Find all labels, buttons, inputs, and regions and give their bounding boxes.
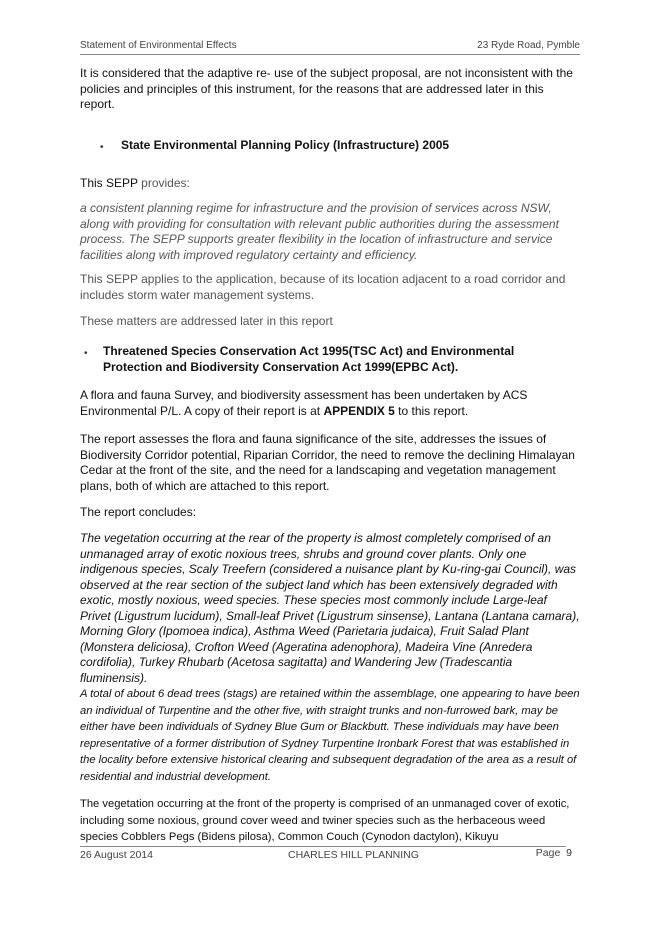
- sepp-provides-prefix: This SEPP: [80, 176, 138, 190]
- report-concludes-line: The report concludes:: [80, 505, 197, 519]
- flora-survey-paragraph: [80, 388, 580, 419]
- page-header: [80, 40, 580, 55]
- header-document-title: Statement of Environmental Effects: [80, 40, 237, 51]
- footer-page-number: 9: [566, 847, 572, 859]
- footer-page: [536, 847, 572, 859]
- heading-tsc-epbc: Threatened Species Conservation Act 1995(TSC Act) and Environmental Protection and Biodiversity Conservation Act 1999(EPBC Act).: [103, 344, 515, 374]
- sepp-applies-paragraph: This SEPP applies to the application, because of its location adjacent to a road corridor and includes storm water management systems.: [80, 272, 566, 302]
- matters-addressed-line: These matters are addressed later in this report: [80, 314, 333, 328]
- vegetation-front-paragraph: The vegetation occurring at the front of the property is comprised of an unmanaged cover of exotic, including some noxious, ground cover weed and twiner species such as the herbaceous weed species Cobblers Pegs (Bidens pilosa), Common Couch (Cynodon dactylon), Kikuyu: [80, 798, 570, 843]
- report-assesses-paragraph: The report assesses the flora and fauna significance of the site, addresses the issues of Biodiversity Corridor potential, Riparian Corridor, the need to remove the declining Himalayan Cedar at the front of the site, and the need for a landscaping and vegetation management plans, both of which are attached to this report.: [80, 432, 575, 493]
- bullet-icon: •: [84, 348, 88, 359]
- flora-text-part2: to this report.: [394, 403, 469, 418]
- bullet-icon: •: [100, 142, 104, 153]
- header-address: 23 Ryde Road, Pymble: [477, 40, 580, 51]
- flora-text-part1: A flora and fauna Survey, and biodiversity assessment has been undertaken by ACS Environmental P/L. A copy of their report is at: [80, 388, 528, 418]
- heading-sepp-infrastructure: State Environmental Planning Policy (Infrastructure) 2005: [121, 138, 450, 152]
- page-footer: [80, 846, 572, 863]
- sepp-quote: a consistent planning regime for infrastructure and the provision of services across NSW, along with providing for consultation with relevant public authorities during the assessment process. The SEPP supports greater flexibility in the location of infrastructure and service facilities along with improved regulatory certainty and efficiency.: [80, 201, 559, 262]
- footer-page-label: Page: [535, 847, 561, 859]
- footer-date: 26 August 2014: [80, 849, 153, 861]
- sepp-provides-line: [80, 176, 580, 192]
- intro-paragraph: It is considered that the adaptive re- use of the subject proposal, are not inconsistent with the policies and principles of this instrument, for the reasons that are addressed later in this report.: [80, 66, 573, 111]
- dead-trees-quote: A total of about 6 dead trees (stags) are retained within the assemblage, one appearing to have been an individual of Turpentine and the other five, with straight trunks and non-furrowed bark, may be either have been individuals of Sydney Blue Gum or Blackbutt. These individuals may have been representative of a former distribution of Sydney Turpentine Ironbark Forest that was established in the locality before extensive historical clearing and subsequent degradation of the area as a result of residential and industrial development.: [80, 688, 580, 783]
- sepp-provides-suffix: provides:: [137, 176, 190, 190]
- vegetation-rear-quote: The vegetation occurring at the rear of the property is almost completely comprised of an unmanaged array of exotic noxious trees, shrubs and ground cover plants. Only one indigenous species, Scaly Treefern (considered a nuisance plant by Ku-ring-gai Council), was observed at the rear section of the subject land which has been extensively degraded with exotic, mostly noxious, weed species. These species most commonly include Large-leaf Privet (Ligustrum lucidum), Small-leaf Privet (Ligustrum sinsense), Lantana (Lantana camara), Morning Glory (Ipomoea indica), Asthma Weed (Parietaria judaica), Fruit Salad Plant (Monstera deliciosa), Crofton Weed (Ageratina adenophora), Madeira Vine (Anredera cordifolia), Turkey Rhubarb (Acetosa sagitatta) and Wandering Jew (Tradescantia fluminensis).: [80, 531, 580, 685]
- footer-company: CHARLES HILL PLANNING: [288, 849, 419, 861]
- appendix-reference: APPENDIX 5: [323, 403, 395, 418]
